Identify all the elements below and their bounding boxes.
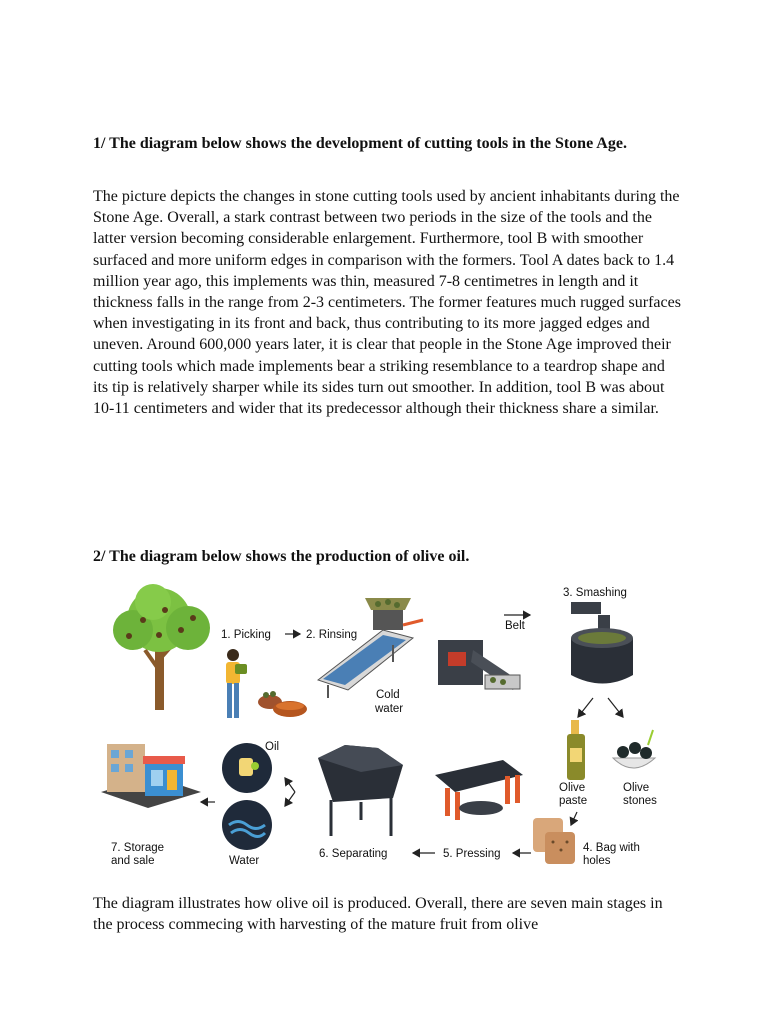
section2-paragraph: The diagram illustrates how olive oil is produced. Overall, there are seven main stages in the process commecing with harvesting of the mature fruit from olive (93, 895, 663, 934)
step4-label-line2: holes (583, 855, 611, 867)
step2-label: 2. Rinsing (306, 629, 358, 641)
step6-label: 6. Separating (319, 848, 388, 860)
pressing-machine-icon (435, 760, 523, 820)
belt-label: Belt (505, 620, 525, 632)
cold-water-label-line1: Cold (376, 689, 400, 701)
step7-label-line1: 7. Storage (111, 842, 165, 854)
olive-paste-label-line1: Olive (559, 782, 586, 794)
olive-tree-icon (113, 584, 210, 710)
water-circle-icon (222, 800, 272, 850)
olive-basket-icon (258, 691, 307, 717)
step1-label: 1. Picking (221, 629, 271, 641)
section1-title: 1/ The diagram below shows the development of cutting tools in the Stone Age. (93, 135, 627, 152)
step7-label-line2: and sale (111, 855, 155, 867)
cold-water-label-line2: water (375, 703, 404, 715)
olive-stones-bowl-icon (613, 730, 655, 768)
smashing-machine-icon (571, 602, 633, 684)
olive-stones-label-line1: Olive (623, 782, 650, 794)
section2-title: 2/ The diagram below shows the production of olive oil. (93, 548, 470, 565)
oil-label: Oil (265, 741, 280, 753)
olive-paste-bottle-icon (567, 720, 585, 780)
olive-paste-label-line2: paste (559, 795, 588, 807)
step4-label-line1: 4. Bag with (583, 842, 640, 854)
bag-with-holes-icon (533, 818, 575, 864)
step5-label: 5. Pressing (443, 848, 501, 860)
belt-machine-icon (438, 640, 520, 690)
step3-label: 3. Smashing (563, 587, 627, 599)
picker-person-icon (226, 649, 247, 718)
separating-tank-icon (318, 745, 403, 836)
storage-shop-icon (101, 744, 201, 808)
water-label: Water (229, 855, 260, 867)
olive-stones-label-line2: stones (623, 795, 657, 807)
section1-paragraph: The picture depicts the changes in stone cutting tools used by ancient inhabitants during the Stone Age. Overall, a stark contrast between two periods in the size of the tools and the latter version becoming considerable enlargement. Furthermore, tool B with smoother surfaced and more uniform edges in comparison with the formers. Tool A dates back to 1.4 million year ago, this implements was thin, measured 7-8 centimetres in length and it thickness falls in the range from 2-3 centimeters. The former features much rugged surfaces when investigating in its front and back, thus contributing to its more jagged edges and uneven. Around 600,000 years later, it is clear that people in the Stone Age improved their cutting tools which made implements bear a striking resemblance to a teardrop shape and its tip is relatively sharper while its sides turn out smoother. In addition, tool B was about 10-11 centimeters and wider that its predecessor although their thickness share a similar. (93, 188, 681, 418)
rinsing-machine-icon (318, 598, 423, 698)
olive-oil-diagram (93, 580, 683, 875)
